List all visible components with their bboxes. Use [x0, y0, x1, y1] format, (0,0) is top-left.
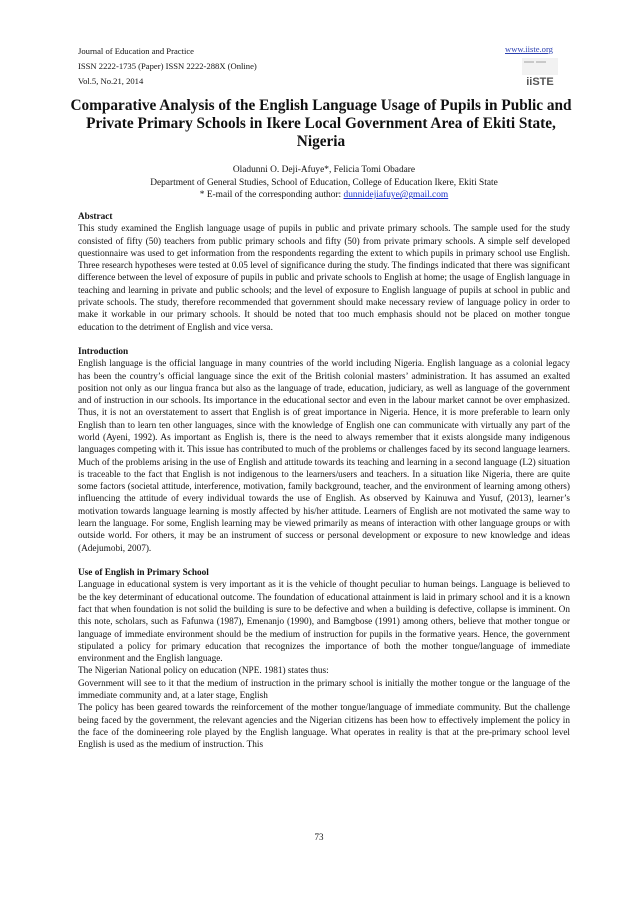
- introduction-heading: Introduction: [78, 347, 129, 358]
- author-block: [78, 164, 570, 202]
- use-of-english-heading: Use of English in Primary School: [78, 568, 209, 579]
- use-of-english-paragraph-1: Language in educational system is very important as it is the vehicle of thought peculiar to human beings. Language is believed to be the key determinant of educational outcome. The foundation of educational attainment is laid in primary school and it is a known fact that when foundation is not solid the building is sure to be defective and when a building is defective, collapse is imminent. On this note, scholars, such as Fafunwa (1987), Emenanjo (1990), and Bamgbose (1991) among others, believe that mother tongue or language of immediate environment should be the medium of instruction for pupils in the formative years. Hence, the government stipulated a policy for primary education that recognizes the importance of both the mother tongue/language of immediate environment and the English language.: [78, 580, 570, 665]
- author-affiliation: Department of General Studies, School of Education, College of Education Ikere, Ekiti State: [150, 177, 498, 188]
- paper-title: Comparative Analysis of the English Language Usage of Pupils in Public and Private Primary Schools in Ikere Local Government Area of Ekiti State, Nigeria: [70, 97, 572, 151]
- logo-text: iiSTE: [526, 76, 554, 88]
- email-prefix: * E-mail of the corresponding author:: [199, 190, 344, 201]
- use-of-english-paragraph-2: The policy has been geared towards the reinforcement of the mother tongue/language of immediate community. But the challenge being faced by the government, the relevant agencies and the Nigerian citizens has been how to effectively implement the policy in the face of the domineering role played by the English language. What operates in reality is that at the pre-primary school level English is used as the medium of instruction. This: [78, 703, 570, 751]
- volume-line: Vol.5, No.21, 2014: [78, 75, 144, 86]
- journal-header: [78, 44, 257, 88]
- policy-quote: Government will see to it that the medium of instruction in the primary school is initially the mother tongue or the language of the immediate community and, at a later stage, English: [78, 678, 570, 701]
- author-names: Oladunni O. Deji-Afuye*, Felicia Tomi Obadare: [232, 165, 416, 175]
- author-email-link[interactable]: dunnidejiafuye@gmail.com: [343, 190, 449, 201]
- introduction-paragraph-1: English language is the official language in many countries of the world including Nigeria. English language as a colonial legacy has been the country’s official language since the exit of the British colonial masters’ administration. It has assumed an exalted position not only as our lingua franca but also as the language of trade, education, judiciary, as well as language of the government and of instruction in our schools. Its importance in the educational sector and even in the labour market cannot be over emphasized. Thus, it is not an overstatement to assert that English is of great importance in Nigeria. Hence, it is more preferable to learn only English than to learn ten other languages, since with the knowledge of English one can communicate with virtually any part of the world (Ayeni, 1992). As important as English is, there is the need to always remember that it exists alongside many indigenous languages competing with it. This issue has contributed to much of the problems or challenges faced by its second language learners.: [78, 359, 571, 456]
- author-email-line: [78, 189, 570, 202]
- iiste-logo-icon: [522, 58, 558, 88]
- introduction-paragraph-2: Much of the problems arising in the use of English and attitude towards its teaching and learning in a second language (L2) situation is traceable to the fact that English is not indigenous to the learners/users and teachers. In a situation like Nigeria, there are quite some factors (societal attitude, interference, motivation, family background, teacher, and the environment of learning among others) influencing the attitude of every individual towards the use of English. As observed by Kainuwa and Yusuf, (2013), learner’s motivation towards language learning is mostly affected by his/her attitude. Learners of English are not motivated the same way to learn the language. For some, English learning may be viewed primarily as means of interaction with other language groups or with outside world. For others, it may be an instrument of success or personal development or exposure to new knowledge and ideas (Adejumobi, 2007).: [78, 457, 570, 554]
- abstract-text: This study examined the English language usage of pupils in public and private primary schools. The sample used for the study consisted of fifty (50) teachers from public primary schools and fifty (50) from private primary schools. A simple self developed questionnaire was used to get information from the respondents regarding the extent to which pupils in primary school use English. Three research hypotheses were tested at 0.05 level of significance during the study. The findings indicated that there was significant difference between the level of exposure of pupils in public and private schools to English at home; the usage of English language in teaching and learning in private and public schools; and the level of exposure to English language of pupils at school in public and private schools. The study, therefore recommended that government should make necessary review of language policy in order to make it workable in our primary schools. It should be noted that too much emphasis should not be placed on mother tongue education to the detriment of English and vice versa.: [78, 224, 570, 333]
- issn-line: ISSN 2222-1735 (Paper) ISSN 2222-288X (Online): [78, 60, 257, 71]
- paper-body: [78, 211, 570, 751]
- abstract-heading: Abstract: [78, 212, 113, 222]
- journal-url-link[interactable]: www.iiste.org: [505, 44, 553, 54]
- journal-name: Journal of Education and Practice: [78, 46, 194, 56]
- page-number: 73: [314, 832, 324, 842]
- policy-intro-line: The Nigerian National policy on education (NPE. 1981) states thus:: [78, 666, 329, 677]
